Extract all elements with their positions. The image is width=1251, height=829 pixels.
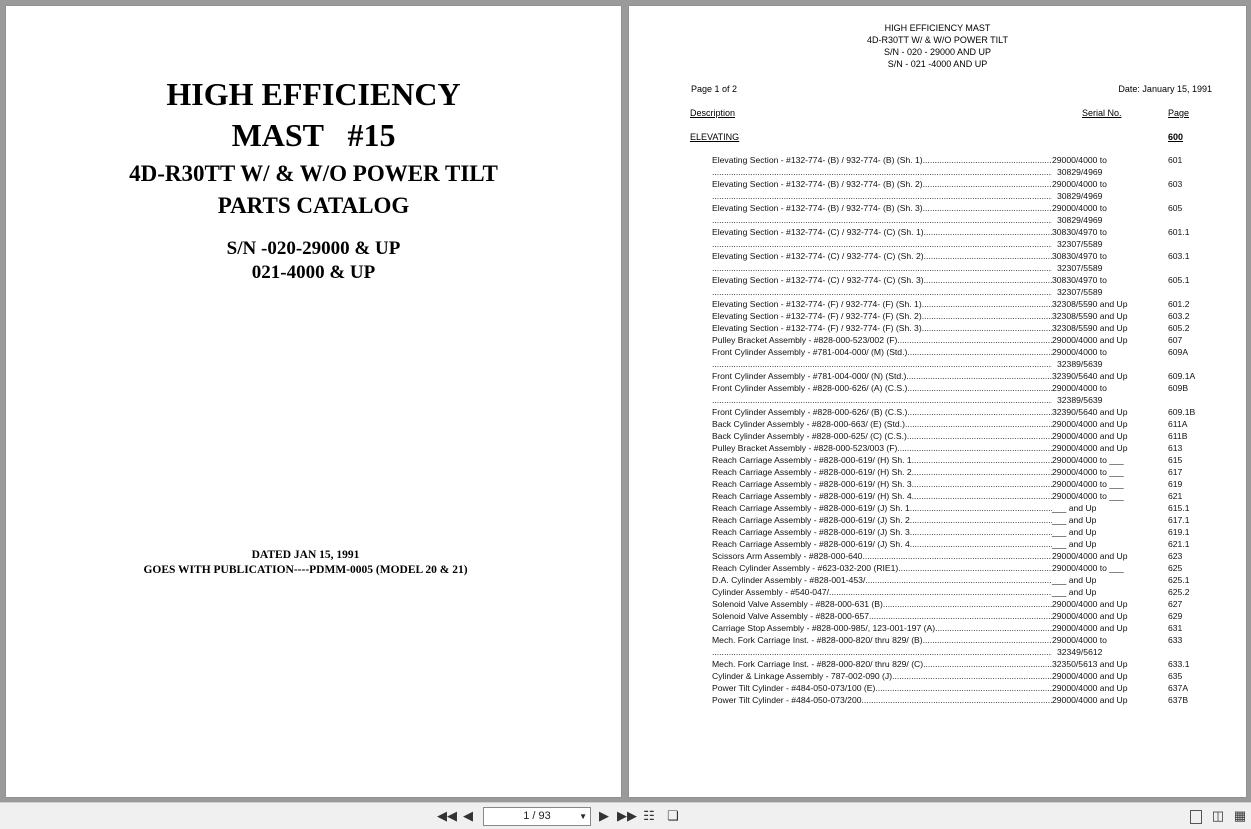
row-description xyxy=(712,202,1052,214)
cover-page xyxy=(6,6,621,797)
row-page: 621.1 xyxy=(1168,539,1190,549)
row-description xyxy=(712,454,1052,466)
table-row xyxy=(629,370,1246,382)
row-serial: ___ and Up xyxy=(1052,587,1097,597)
row-description-text: D.A. Cylinder Assembly - #828-001-453/ xyxy=(712,575,866,585)
row-serial: 29000/4000 to xyxy=(1052,155,1107,165)
row-description xyxy=(712,514,1052,526)
row-serial: 29000/4000 and Up xyxy=(1052,683,1128,693)
cover-goes-with: GOES WITH PUBLICATION----PDMM-0005 (MODEL 20 & 21) xyxy=(143,564,468,576)
table-row xyxy=(629,586,1246,598)
row-serial: 29000/4000 to xyxy=(1052,179,1107,189)
row-serial: 30830/4970 to xyxy=(1052,251,1107,261)
row-page: 619 xyxy=(1168,479,1183,489)
row-description xyxy=(712,586,1052,598)
table-row xyxy=(629,298,1246,310)
row-page: 619.1 xyxy=(1168,527,1190,537)
row-serial: 29000/4000 and Up xyxy=(1052,671,1128,681)
row-description-text: Front Cylinder Assembly - #828-000-626/ (B) (C.S.) xyxy=(712,407,908,417)
cover-catalog: PARTS CATALOG xyxy=(217,193,410,218)
row-page: 633.1 xyxy=(1168,659,1190,669)
last-page-icon[interactable]: ▶▶ xyxy=(617,808,637,823)
row-page: 629 xyxy=(1168,611,1183,621)
single-page-view-icon[interactable] xyxy=(1188,806,1204,826)
table-row xyxy=(629,226,1246,238)
chevron-down-icon[interactable]: ▼ xyxy=(579,812,587,821)
row-page: 625.2 xyxy=(1168,587,1190,597)
table-row xyxy=(629,598,1246,610)
index-header-line: HIGH EFFICIENCY MAST xyxy=(884,23,991,33)
row-description-text: Reach Carriage Assembly - #828-000-619/ (J) Sh. 1 xyxy=(712,503,910,513)
table-row xyxy=(629,202,1246,214)
table-row xyxy=(629,310,1246,322)
viewer-toolbar xyxy=(0,802,1251,829)
row-page: 601 xyxy=(1168,155,1183,165)
row-page: 623 xyxy=(1168,551,1183,561)
row-description xyxy=(712,526,1052,538)
row-page: 625 xyxy=(1168,563,1183,573)
table-row xyxy=(629,238,1246,250)
row-page: 601.1 xyxy=(1168,227,1190,237)
serial-continuation: 32307/5589 xyxy=(1057,287,1103,297)
row-serial: 29000/4000 to xyxy=(1052,635,1107,645)
table-row xyxy=(629,634,1246,646)
row-serial: ___ and Up xyxy=(1052,527,1097,537)
row-description-text: Power Tilt Cylinder - #484-050-073/200 xyxy=(712,695,862,705)
table-row xyxy=(629,682,1246,694)
row-page: 615 xyxy=(1168,455,1183,465)
table-row xyxy=(629,694,1246,706)
row-description-text: Elevating Section - #132-774- (F) / 932-774- (F) (Sh. 3) xyxy=(712,323,922,333)
row-serial: 29000/4000 to ___ xyxy=(1052,563,1124,573)
row-page: 613 xyxy=(1168,443,1183,453)
table-row xyxy=(629,562,1246,574)
row-description xyxy=(712,598,1052,610)
row-description-text: Back Cylinder Assembly - #828-000-663/ (E) (Std.) xyxy=(712,419,905,429)
row-serial: 29000/4000 and Up xyxy=(1052,431,1128,441)
row-description-text: Elevating Section - #132-774- (C) / 932-774- (C) (Sh. 2) xyxy=(712,251,924,261)
row-serial: 32390/5640 and Up xyxy=(1052,407,1128,417)
table-row xyxy=(629,550,1246,562)
leader-dots xyxy=(712,286,1052,298)
row-page: 637A xyxy=(1168,683,1189,693)
row-serial: 29000/4000 and Up xyxy=(1052,443,1128,453)
row-description-text: Elevating Section - #132-774- (B) / 932-774- (B) (Sh. 2) xyxy=(712,179,923,189)
row-description xyxy=(712,658,1052,670)
continuous-view-icon[interactable]: ▦ xyxy=(1233,808,1247,823)
row-description xyxy=(712,274,1052,286)
row-description xyxy=(712,430,1052,442)
row-description xyxy=(712,226,1052,238)
table-row xyxy=(629,538,1246,550)
row-serial: 30830/4970 to xyxy=(1052,275,1107,285)
select-tool-icon[interactable]: ☷ xyxy=(643,808,655,823)
cover-title-line1: HIGH EFFICIENCY xyxy=(166,76,461,112)
table-row xyxy=(629,358,1246,370)
section-page: 600 xyxy=(1168,132,1184,142)
table-row xyxy=(629,382,1246,394)
table-row xyxy=(629,466,1246,478)
page-number-input[interactable] xyxy=(483,807,591,826)
row-serial: 29000/4000 to ___ xyxy=(1052,479,1124,489)
table-row xyxy=(629,418,1246,430)
row-page: 615.1 xyxy=(1168,503,1190,513)
first-page-icon[interactable]: ◀◀ xyxy=(437,808,457,823)
row-description-text: Elevating Section - #132-774- (C) / 932-774- (C) (Sh. 1) xyxy=(712,227,924,237)
row-description-text: Power Tilt Cylinder - #484-050-073/100 (E) xyxy=(712,683,876,693)
row-description xyxy=(712,478,1052,490)
row-description xyxy=(712,490,1052,502)
row-description xyxy=(712,502,1052,514)
leader-dots xyxy=(712,214,1052,226)
table-row xyxy=(629,286,1246,298)
table-row xyxy=(629,406,1246,418)
leader-dots xyxy=(712,358,1052,370)
table-row xyxy=(629,658,1246,670)
row-page: 625.1 xyxy=(1168,575,1190,585)
row-page: 609.1B xyxy=(1168,407,1196,417)
row-description-text: Elevating Section - #132-774- (B) / 932-774- (B) (Sh. 1) xyxy=(712,155,923,165)
serial-continuation: 32389/5639 xyxy=(1057,395,1103,405)
row-description xyxy=(712,694,1052,706)
cover-serial-line2: 021-4000 & UP xyxy=(251,262,376,283)
row-description-text: Reach Cylinder Assembly - #623-032-200 (RIE1) xyxy=(712,563,899,573)
row-description xyxy=(712,154,1052,166)
row-description xyxy=(712,178,1052,190)
table-row xyxy=(629,190,1246,202)
row-serial: 29000/4000 to ___ xyxy=(1052,455,1124,465)
row-page: 627 xyxy=(1168,599,1183,609)
row-description xyxy=(712,346,1052,358)
row-serial: 32390/5640 and Up xyxy=(1052,371,1128,381)
table-row xyxy=(629,526,1246,538)
row-page: 601.2 xyxy=(1168,299,1190,309)
row-page: 609B xyxy=(1168,383,1189,393)
row-serial: 29000/4000 to xyxy=(1052,203,1107,213)
row-description xyxy=(712,538,1052,550)
row-description xyxy=(712,250,1052,262)
serial-continuation: 30829/4969 xyxy=(1057,167,1103,177)
row-description xyxy=(712,298,1052,310)
row-description-text: Front Cylinder Assembly - #781-004-000/ (N) (Std.) xyxy=(712,371,907,381)
row-description xyxy=(712,574,1052,586)
row-description xyxy=(712,670,1052,682)
row-serial: 29000/4000 and Up xyxy=(1052,335,1128,345)
leader-dots xyxy=(712,646,1052,658)
table-row xyxy=(629,430,1246,442)
row-description-text: Elevating Section - #132-774- (F) / 932-774- (F) (Sh. 2) xyxy=(712,311,922,321)
row-page: 603.2 xyxy=(1168,311,1190,321)
table-row xyxy=(629,454,1246,466)
table-row xyxy=(629,154,1246,166)
two-page-view-icon[interactable]: ◫ xyxy=(1211,808,1225,823)
row-serial: 29000/4000 and Up xyxy=(1052,419,1128,429)
row-description xyxy=(712,622,1052,634)
row-description-text: Front Cylinder Assembly - #781-004-000/ (M) (Std.) xyxy=(712,347,908,357)
serial-continuation: 32349/5612 xyxy=(1057,647,1103,657)
index-page xyxy=(629,6,1246,797)
table-row xyxy=(629,274,1246,286)
row-description-text: Cylinder Assembly - #540-047/ xyxy=(712,587,830,597)
row-description xyxy=(712,322,1052,334)
table-row xyxy=(629,346,1246,358)
row-description xyxy=(712,418,1052,430)
row-serial: 32308/5590 and Up xyxy=(1052,299,1128,309)
row-description-text: Carriage Stop Assembly - #828-000-985/, 123-001-197 (A) xyxy=(712,623,936,633)
row-page: 617 xyxy=(1168,467,1183,477)
row-description-text: Mech. Fork Carriage Inst. - #828-000-820/ thru 829/ (C) xyxy=(712,659,924,669)
serial-continuation: 30829/4969 xyxy=(1057,215,1103,225)
row-page: 603 xyxy=(1168,179,1183,189)
row-serial: 29000/4000 to xyxy=(1052,383,1107,393)
table-row xyxy=(629,490,1246,502)
page-of: Page 1 of 2 xyxy=(691,84,738,94)
row-page: 603.1 xyxy=(1168,251,1190,261)
cover-dated: DATED JAN 15, 1991 xyxy=(251,549,360,561)
row-serial: 29000/4000 and Up xyxy=(1052,551,1128,561)
table-row xyxy=(629,394,1246,406)
row-page: 605.2 xyxy=(1168,323,1190,333)
table-row xyxy=(629,646,1246,658)
row-description xyxy=(712,466,1052,478)
row-serial: 29000/4000 and Up xyxy=(1052,695,1128,705)
row-serial: ___ and Up xyxy=(1052,575,1097,585)
leader-dots xyxy=(712,190,1052,202)
column-header-description: Description xyxy=(690,108,736,118)
next-page-icon[interactable]: ▶ xyxy=(599,808,609,823)
row-description-text: Reach Carriage Assembly - #828-000-619/ (J) Sh. 2 xyxy=(712,515,910,525)
row-description-text: Reach Carriage Assembly - #828-000-619/ (H) Sh. 4 xyxy=(712,491,912,501)
row-page: 621 xyxy=(1168,491,1183,501)
prev-page-icon[interactable]: ◀ xyxy=(463,808,473,823)
row-description-text: Reach Carriage Assembly - #828-000-619/ (J) Sh. 4 xyxy=(712,539,910,549)
row-description xyxy=(712,610,1052,622)
table-row xyxy=(629,670,1246,682)
row-serial: 29000/4000 and Up xyxy=(1052,611,1128,621)
serial-continuation: 32389/5639 xyxy=(1057,359,1103,369)
section-name: ELEVATING xyxy=(690,132,740,142)
row-page: 611B xyxy=(1168,431,1188,441)
row-description-text: Pulley Bracket Assembly - #828-000-523/002 (F) xyxy=(712,335,898,345)
cover-title-line2: MAST #15 xyxy=(231,117,396,153)
pages-tool-icon[interactable]: ❏ xyxy=(667,808,679,823)
row-page: 605.1 xyxy=(1168,275,1190,285)
row-serial: 32308/5590 and Up xyxy=(1052,311,1128,321)
row-description-text: Mech. Fork Carriage Inst. - #828-000-820/ thru 829/ (B) xyxy=(712,635,923,645)
row-page: 607 xyxy=(1168,335,1183,345)
row-serial: 29000/4000 and Up xyxy=(1052,599,1128,609)
index-header-line: S/N - 021 -4000 AND UP xyxy=(887,59,988,69)
row-description-text: Pulley Bracket Assembly - #828-000-523/003 (F) xyxy=(712,443,898,453)
row-description-text: Reach Carriage Assembly - #828-000-619/ (H) Sh. 2 xyxy=(712,467,912,477)
row-description-text: Elevating Section - #132-774- (C) / 932-774- (C) (Sh. 3) xyxy=(712,275,924,285)
row-description xyxy=(712,382,1052,394)
index-header-line: 4D-R30TT W/ & W/O POWER TILT xyxy=(866,35,1008,45)
row-description-text: Elevating Section - #132-774- (F) / 932-774- (F) (Sh. 1) xyxy=(712,299,922,309)
row-page: 633 xyxy=(1168,635,1183,645)
serial-continuation: 32307/5589 xyxy=(1057,263,1103,273)
row-serial: 32308/5590 and Up xyxy=(1052,323,1128,333)
table-row xyxy=(629,250,1246,262)
table-row xyxy=(629,514,1246,526)
row-description xyxy=(712,682,1052,694)
row-description xyxy=(712,310,1052,322)
row-description-text: Reach Carriage Assembly - #828-000-619/ (H) Sh. 3 xyxy=(712,479,912,489)
row-description-text: Back Cylinder Assembly - #828-000-625/ (C) (C.S.) xyxy=(712,431,907,441)
index-header-line: S/N - 020 - 29000 AND UP xyxy=(883,47,992,57)
row-description-text: Front Cylinder Assembly - #828-000-626/ (A) (C.S.) xyxy=(712,383,908,393)
row-serial: ___ and Up xyxy=(1052,539,1097,549)
cover-model: 4D-R30TT W/ & W/O POWER TILT xyxy=(129,161,498,186)
row-description xyxy=(712,370,1052,382)
table-row xyxy=(629,334,1246,346)
table-row xyxy=(629,574,1246,586)
row-page: 617.1 xyxy=(1168,515,1190,525)
page-indicator: 1 / 93 xyxy=(523,810,551,822)
row-page: 611A xyxy=(1168,419,1188,429)
index-date: Date: January 15, 1991 xyxy=(1118,84,1212,94)
row-page: 637B xyxy=(1168,695,1189,705)
table-row xyxy=(629,502,1246,514)
row-description-text: Scissors Arm Assembly - #828-000-640 xyxy=(712,551,863,561)
row-description xyxy=(712,550,1052,562)
cover-serial-line1: S/N -020-29000 & UP xyxy=(226,238,401,259)
row-page: 609A xyxy=(1168,347,1189,357)
serial-continuation: 32307/5589 xyxy=(1057,239,1103,249)
row-serial: 29000/4000 to ___ xyxy=(1052,491,1124,501)
row-description xyxy=(712,442,1052,454)
table-row xyxy=(629,214,1246,226)
leader-dots xyxy=(712,166,1052,178)
leader-dots xyxy=(712,262,1052,274)
leader-dots xyxy=(712,238,1052,250)
row-description-text: Reach Carriage Assembly - #828-000-619/ (H) Sh. 1 xyxy=(712,455,912,465)
row-page: 605 xyxy=(1168,203,1183,213)
table-row xyxy=(629,178,1246,190)
row-serial: ___ and Up xyxy=(1052,515,1097,525)
row-description-text: Reach Carriage Assembly - #828-000-619/ (J) Sh. 3 xyxy=(712,527,910,537)
table-row xyxy=(629,166,1246,178)
table-row xyxy=(629,622,1246,634)
row-serial: 32350/5613 and Up xyxy=(1052,659,1128,669)
leader-dots xyxy=(712,394,1052,406)
row-page: 631 xyxy=(1168,623,1183,633)
table-row xyxy=(629,442,1246,454)
index-table xyxy=(629,154,1246,706)
row-page: 635 xyxy=(1168,671,1183,681)
row-description-text: Cylinder & Linkage Assembly - 787-002-090 (J) xyxy=(712,671,893,681)
row-serial: 29000/4000 and Up xyxy=(1052,623,1128,633)
column-header-page: Page xyxy=(1168,108,1190,118)
row-description xyxy=(712,334,1052,346)
row-serial: 29000/4000 to ___ xyxy=(1052,467,1124,477)
row-description-text: Solenoid Valve Assembly - #828-000-657 xyxy=(712,611,870,621)
table-row xyxy=(629,610,1246,622)
table-row xyxy=(629,322,1246,334)
row-description-text: Solenoid Valve Assembly - #828-000-631 (B) xyxy=(712,599,883,609)
table-row xyxy=(629,262,1246,274)
row-description-text: Elevating Section - #132-774- (B) / 932-774- (B) (Sh. 3) xyxy=(712,203,923,213)
row-description xyxy=(712,634,1052,646)
row-page: 609.1A xyxy=(1168,371,1196,381)
column-header-serial: Serial No. xyxy=(1082,108,1122,118)
row-description xyxy=(712,562,1052,574)
serial-continuation: 30829/4969 xyxy=(1057,191,1103,201)
row-description xyxy=(712,406,1052,418)
row-serial: 30830/4970 to xyxy=(1052,227,1107,237)
row-serial: 29000/4000 to xyxy=(1052,347,1107,357)
row-serial: ___ and Up xyxy=(1052,503,1097,513)
table-row xyxy=(629,478,1246,490)
